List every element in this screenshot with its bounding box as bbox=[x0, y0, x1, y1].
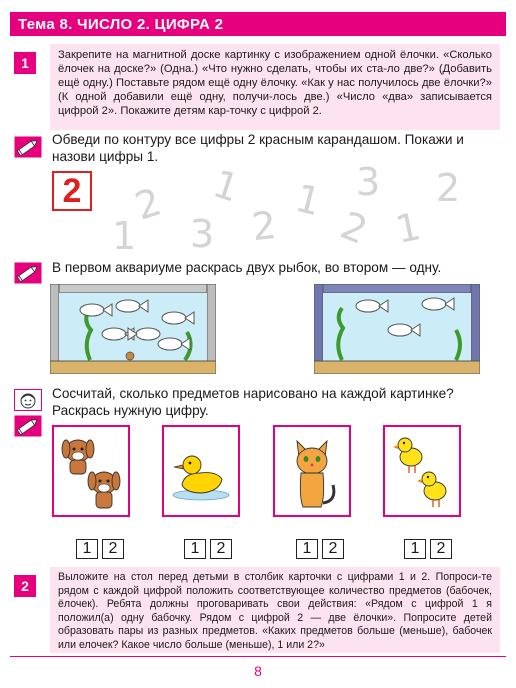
task-trace-instruction: Обведи по контуру все цифры 2 красным карандашом. Покажи и назови цифры 1. bbox=[52, 132, 464, 164]
trace-digit[interactable]: 1 bbox=[391, 203, 425, 253]
kitten-illustration bbox=[275, 427, 349, 515]
picture-kitten bbox=[273, 425, 351, 517]
pencil-icon bbox=[14, 415, 42, 437]
task-count-instruction: Сосчитай, сколько предметов нарисовано на каждой картинке? Раскрась нужную цифру. bbox=[52, 386, 454, 418]
section-1-instructions: Закрепите на магнитной доске картинку с изображением одной ёлочки. «Сколько ёлочек на доске?» (Одна.) «Что нужно сделать, чтобы их ста-ло две?» (Добавить ещё одну.) Поставьте рядом ещё одну ёлочку. «Как у нас получилось две ёлочки?» (К одной добавили ещё одну, получи-лось две.) «Число «два» записывается цифрой 2». Покажите детям кар-точку с цифрой 2. bbox=[50, 44, 500, 130]
trace-digit[interactable]: 2 bbox=[334, 203, 374, 253]
aquarium-right[interactable] bbox=[314, 284, 480, 374]
pencil-icon bbox=[14, 262, 42, 284]
section-2-instructions: Выложите на стол перед детьми в столбик карточки с цифрами 1 и 2. Попроси-те рядом с каждой цифрой положить соответствующее количество предметов (бабочек, ёлочек). Ребята должны проговаривать свои действия: «Рядом с цифрой 1 я положил(а) одну бабочку. Рядом с цифрой 2 — две ёлочки». Попросите детей образовать пары из разных предметов. «Каких предметов больше (меньше), бабочек или елочек? Какое число больше (меньше), 1 или 2?» bbox=[50, 567, 500, 653]
trace-digit[interactable]: 3 bbox=[190, 212, 215, 256]
duck-illustration bbox=[164, 427, 238, 515]
chicks-illustration bbox=[385, 427, 459, 515]
section-2-badge: 2 bbox=[14, 575, 36, 597]
section-1-badge: 1 bbox=[14, 52, 36, 74]
picture-puppies bbox=[52, 425, 130, 517]
choice-1-kitten[interactable]: 1 bbox=[296, 539, 318, 559]
trace-digit[interactable]: 3 bbox=[356, 160, 381, 204]
trace-digit[interactable]: 2 bbox=[129, 179, 167, 229]
task-aquarium-instruction: В первом аквариуме раскрась двух рыбок, во втором — одну. bbox=[52, 260, 442, 275]
sample-digit-card: 2 bbox=[52, 171, 92, 211]
page-title: Тема 8. ЧИСЛО 2. ЦИФРА 2 bbox=[10, 12, 506, 36]
pencil-icon bbox=[14, 136, 42, 158]
choice-2-chicks[interactable]: 2 bbox=[430, 539, 452, 559]
picture-chicks bbox=[383, 425, 461, 517]
puppy-illustration bbox=[54, 427, 128, 515]
footer-divider bbox=[10, 656, 506, 657]
trace-digit[interactable]: 2 bbox=[249, 202, 279, 250]
choice-1-puppies[interactable]: 1 bbox=[76, 539, 98, 559]
child-face-icon bbox=[14, 389, 42, 411]
trace-digit[interactable]: 1 bbox=[112, 214, 137, 258]
aquarium-left[interactable] bbox=[50, 284, 216, 374]
choice-2-kitten[interactable]: 2 bbox=[322, 539, 344, 559]
page-number: 8 bbox=[254, 663, 262, 679]
choice-1-chicks[interactable]: 1 bbox=[404, 539, 426, 559]
picture-duck bbox=[162, 425, 240, 517]
trace-digit[interactable]: 1 bbox=[291, 175, 326, 225]
choice-2-puppies[interactable]: 2 bbox=[102, 539, 124, 559]
choice-1-duck[interactable]: 1 bbox=[184, 539, 206, 559]
trace-digit[interactable]: 1 bbox=[207, 161, 245, 211]
choice-2-duck[interactable]: 2 bbox=[210, 539, 232, 559]
trace-digit[interactable]: 2 bbox=[436, 166, 461, 210]
